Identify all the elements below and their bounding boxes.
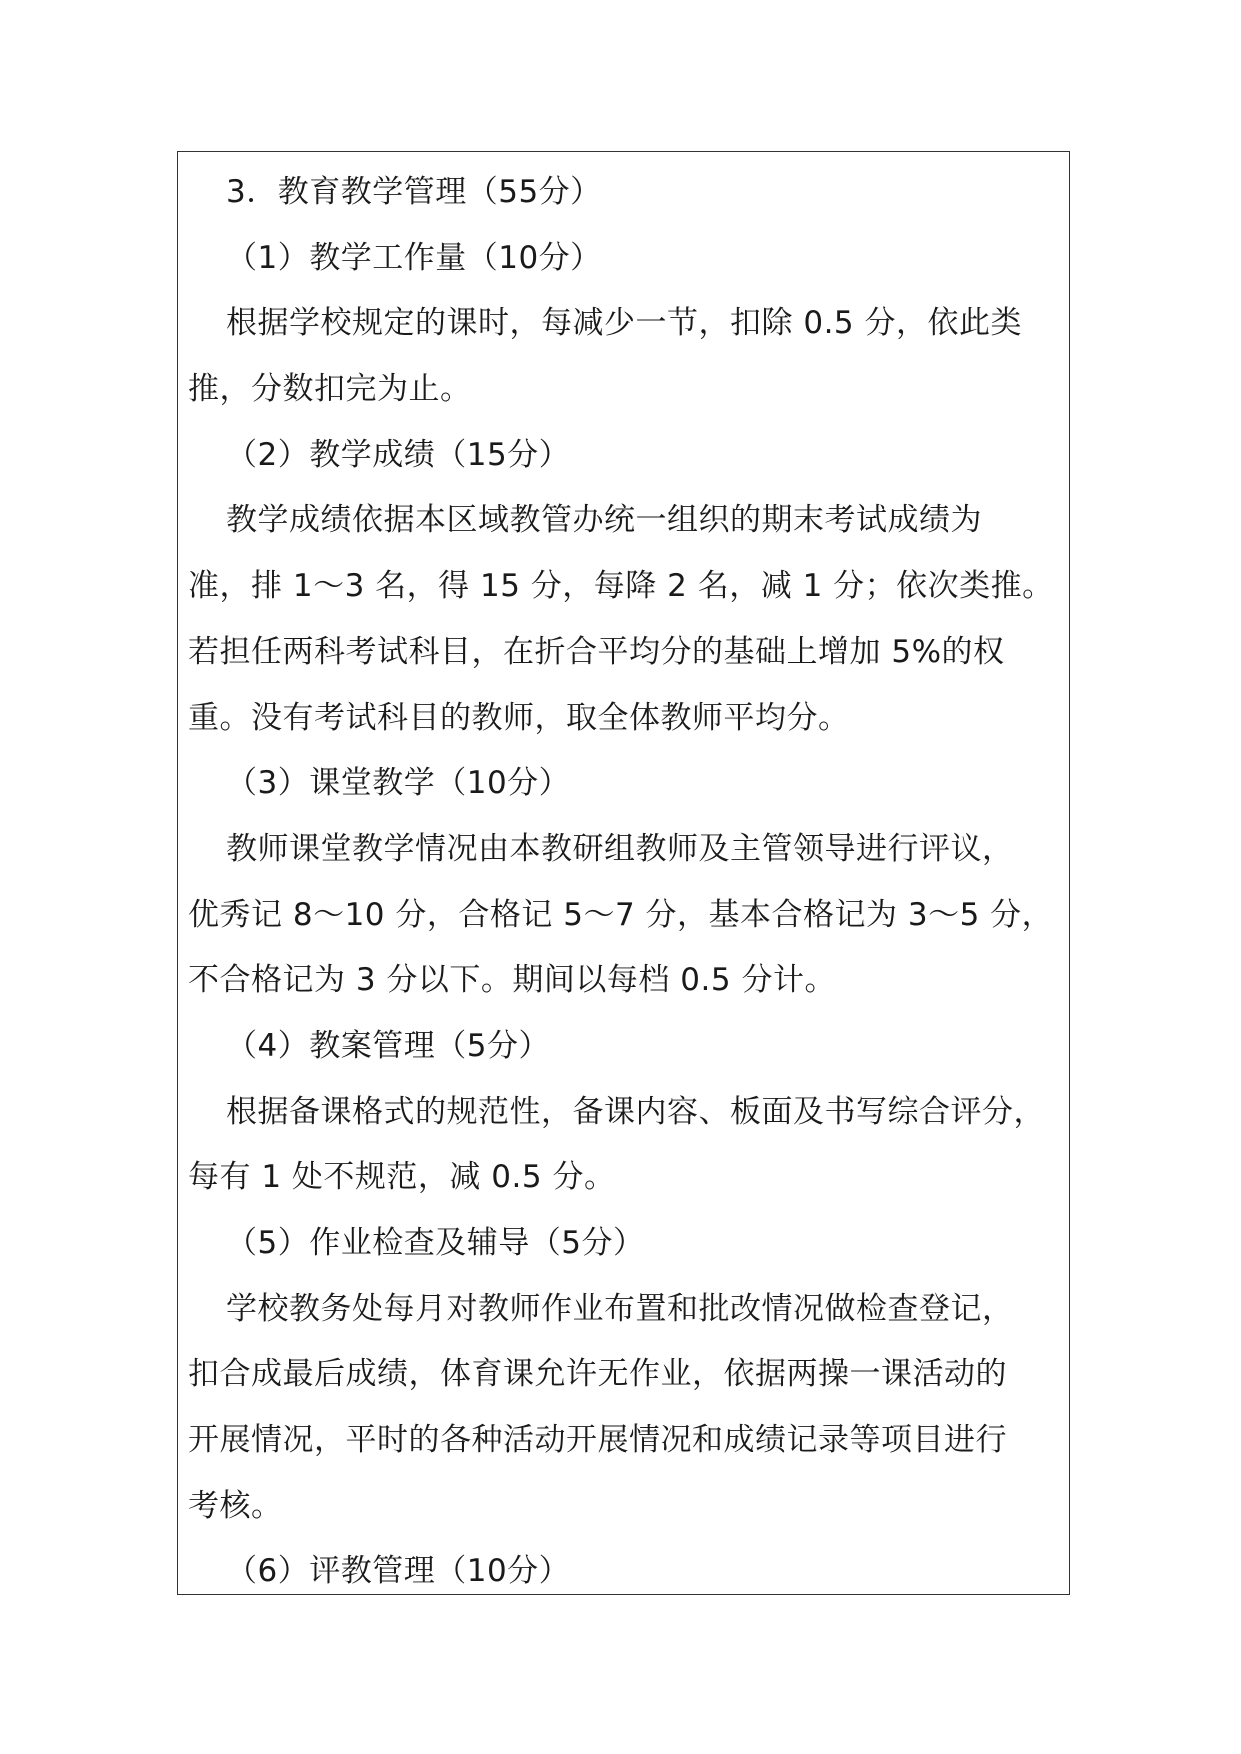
subsection-heading: （4）教案管理（5分） bbox=[226, 1027, 550, 1064]
paragraph-line: 教学成绩依据本区域教管办统一组织的期末考试成绩为 bbox=[226, 502, 982, 539]
subsection-heading: （1）教学工作量（10分） bbox=[226, 239, 602, 276]
bordered-text-box bbox=[177, 151, 1070, 1595]
subsection-heading: （5）作业检查及辅导（5分） bbox=[226, 1225, 645, 1261]
paragraph-line: 不合格记为 3 分以下。期间以每档 0.5 分计。 bbox=[188, 962, 836, 999]
paragraph-line: 根据备课格式的规范性，备课内容、板面及书写综合评分， bbox=[226, 1093, 1045, 1130]
subsection-heading: （3）课堂教学（10分） bbox=[226, 765, 571, 802]
paragraph-line: 重。没有考试科目的教师，取全体教师平均分。 bbox=[188, 699, 850, 736]
paragraph-line: 考核。 bbox=[188, 1487, 283, 1524]
paragraph-line: 教师课堂教学情况由本教研组教师及主管领导进行评议， bbox=[226, 830, 1014, 867]
section-heading: 3．教育教学管理（55分） bbox=[226, 174, 602, 210]
paragraph-line: 根据学校规定的课时，每减少一节，扣除 0.5 分，依此类 bbox=[226, 305, 1023, 342]
text-content bbox=[188, 160, 1060, 1595]
paragraph-line: 推，分数扣完为止。 bbox=[188, 371, 472, 408]
paragraph-line: 准，排 1～3 名，得 15 分，每降 2 名，减 1 分；依次类推。 bbox=[188, 568, 1054, 605]
paragraph-line: 每有 1 处不规范，减 0.5 分。 bbox=[188, 1159, 616, 1196]
subsection-heading: （6）评教管理（10分） bbox=[226, 1553, 571, 1590]
subsection-heading: （2）教学成绩（15分） bbox=[226, 436, 571, 473]
paragraph-line: 开展情况，平时的各种活动开展情况和成绩记录等项目进行 bbox=[188, 1422, 1007, 1459]
paragraph-line: 优秀记 8～10 分，合格记 5～7 分，基本合格记为 3～5 分， bbox=[188, 896, 1054, 933]
paragraph-line: 若担任两科考试科目，在折合平均分的基础上增加 5%的权 bbox=[188, 633, 1005, 670]
paragraph-line: 学校教务处每月对教师作业布置和批改情况做检查登记， bbox=[226, 1290, 1014, 1327]
paragraph-line: 扣合成最后成绩，体育课允许无作业，依据两操一课活动的 bbox=[188, 1356, 1007, 1393]
